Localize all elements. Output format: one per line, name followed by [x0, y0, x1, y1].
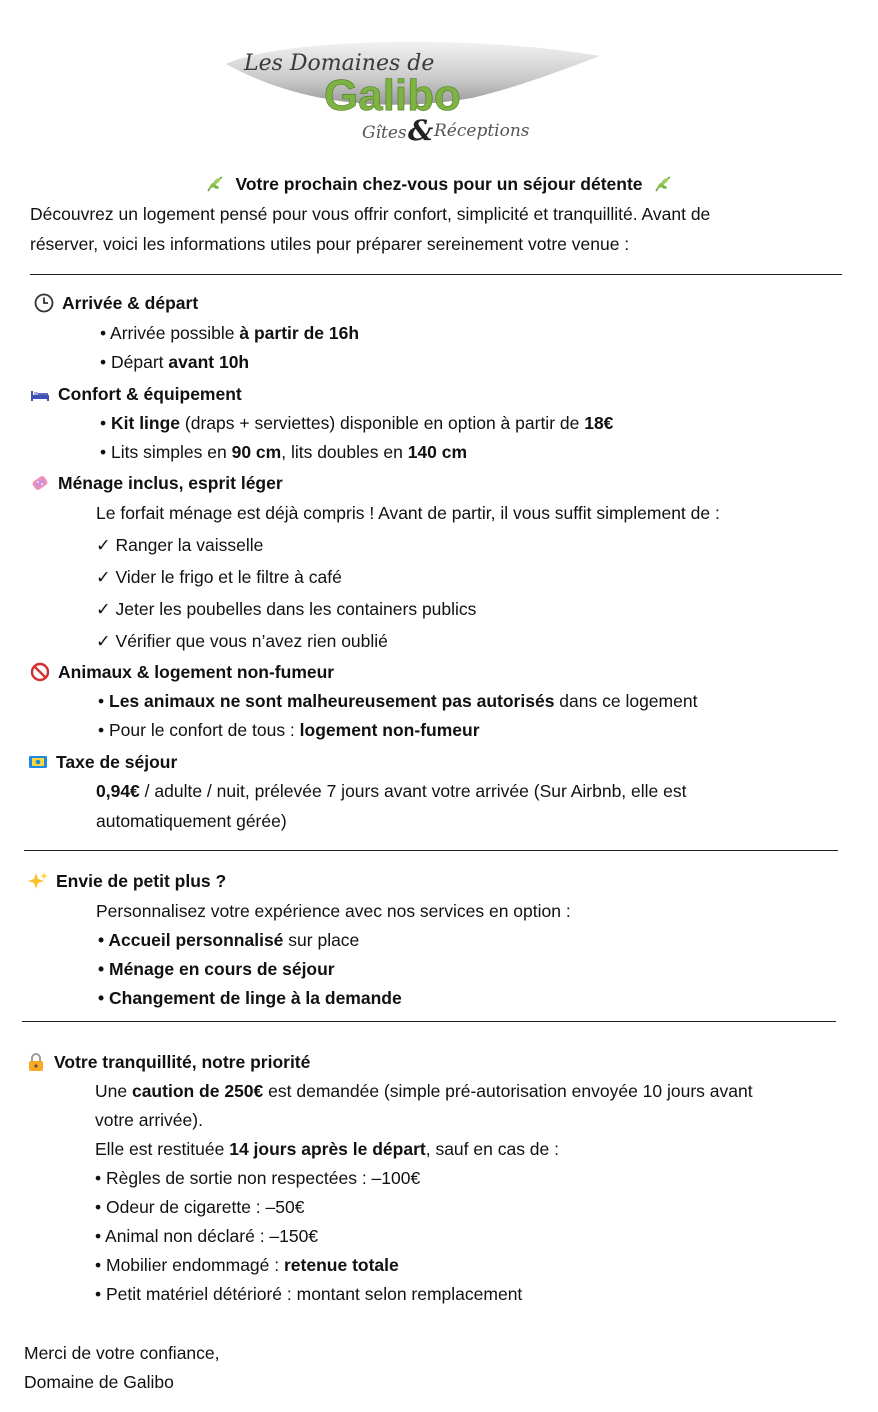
- extras-heading: Envie de petit plus ?: [56, 871, 227, 891]
- deposit-penalty-item: • Petit matériel détérioré : montant selon remplacement: [95, 1284, 523, 1304]
- arrival-heading: Arrivée & départ: [62, 293, 199, 313]
- cleaning-checklist-item: ✓ Ranger la vaisselle: [96, 535, 264, 555]
- deposit-line-1: Une caution de 250€ est demandée (simple pré-autorisation envoyée 10 jours avant: [95, 1081, 753, 1101]
- prohibited-icon: [30, 662, 50, 682]
- deposit-penalty-item: • Mobilier endommagé : retenue totale: [95, 1255, 399, 1275]
- deposit-line-3: Elle est restituée 14 jours après le départ, sauf en cas de :: [95, 1139, 559, 1159]
- logo-line1: Les Domaines de: [244, 51, 435, 76]
- extras-item: • Changement de linge à la demande: [98, 988, 402, 1008]
- banknote-icon: [28, 752, 48, 772]
- cleaning-checklist-item: ✓ Vérifier que vous n’avez rien oublié: [96, 631, 388, 651]
- sponge-icon: [30, 473, 50, 493]
- arrival-heading-row: [34, 293, 198, 314]
- cleaning-heading-row: [30, 473, 283, 494]
- tax-heading-row: [28, 752, 177, 773]
- deposit-line-2: votre arrivée).: [95, 1110, 203, 1130]
- extras-heading-row: [28, 871, 226, 892]
- comfort-heading: Confort & équipement: [58, 384, 242, 404]
- tax-line-1: 0,94€ / adulte / nuit, prélevée 7 jours avant votre arrivée (Sur Airbnb, elle est: [96, 781, 687, 801]
- divider: [30, 274, 842, 275]
- deposit-heading-row: [26, 1052, 310, 1073]
- intro-title: Votre prochain chez-vous pour un séjour détente: [235, 174, 643, 194]
- animals-heading-row: [30, 662, 334, 683]
- intro-line-1: Découvrez un logement pensé pour vous offrir confort, simplicité et tranquillité. Avant de: [30, 204, 711, 224]
- deposit-heading: Votre tranquillité, notre priorité: [54, 1052, 311, 1072]
- comfort-item-1: • Kit linge (draps + serviettes) disponible en option à partir de 18€: [100, 413, 614, 433]
- lock-icon: [26, 1052, 46, 1072]
- deposit-penalty-item: • Odeur de cigarette : –50€: [95, 1197, 305, 1217]
- comfort-item-2: • Lits simples en 90 cm, lits doubles en 140 cm: [100, 442, 468, 462]
- extras-item: • Ménage en cours de séjour: [98, 959, 335, 979]
- herb-icon: [653, 174, 673, 194]
- logo-graphic: [222, 40, 604, 150]
- arrival-item-1: • Arrivée possible à partir de 16h: [100, 323, 360, 343]
- logo-tag-right: Réceptions: [434, 121, 530, 141]
- comfort-heading-row: [30, 384, 242, 405]
- divider: [24, 850, 838, 851]
- divider: [22, 1021, 836, 1022]
- logo-tag-left: Gîtes: [362, 123, 407, 143]
- cleaning-heading: Ménage inclus, esprit léger: [58, 473, 283, 493]
- tax-heading: Taxe de séjour: [56, 752, 178, 772]
- tax-line-2: automatiquement gérée): [96, 811, 287, 831]
- closing-signature: Domaine de Galibo: [24, 1372, 174, 1392]
- animals-item-1: • Les animaux ne sont malheureusement pas autorisés dans ce logement: [98, 691, 698, 711]
- closing-line-1: Merci de votre confiance,: [24, 1343, 220, 1363]
- brand-logo: [222, 40, 604, 150]
- extras-item: • Accueil personnalisé sur place: [98, 930, 360, 950]
- extras-intro: Personnalisez votre expérience avec nos services en option :: [96, 901, 571, 921]
- cleaning-checklist-item: ✓ Vider le frigo et le filtre à café: [96, 567, 342, 587]
- cleaning-intro: Le forfait ménage est déjà compris ! Avant de partir, il vous suffit simplement de :: [96, 503, 720, 523]
- sparkles-icon: [28, 871, 48, 891]
- arrival-item-2: • Départ avant 10h: [100, 352, 250, 372]
- logo-tag-amp: &: [408, 114, 434, 147]
- animals-item-2: • Pour le confort de tous : logement non-fumeur: [98, 720, 480, 740]
- intro-line-2: réserver, voici les informations utiles pour préparer sereinement votre venue :: [30, 234, 630, 254]
- clock-icon: [34, 293, 54, 313]
- intro-title-row: [0, 174, 878, 195]
- animals-heading: Animaux & logement non-fumeur: [58, 662, 335, 682]
- deposit-penalty-item: • Règles de sortie non respectées : –100€: [95, 1168, 421, 1188]
- herb-icon: [205, 174, 225, 194]
- logo-brand: Galibo: [324, 71, 461, 120]
- bed-icon: [30, 384, 50, 404]
- deposit-penalty-item: • Animal non déclaré : –150€: [95, 1226, 319, 1246]
- cleaning-checklist-item: ✓ Jeter les poubelles dans les containers publics: [96, 599, 477, 619]
